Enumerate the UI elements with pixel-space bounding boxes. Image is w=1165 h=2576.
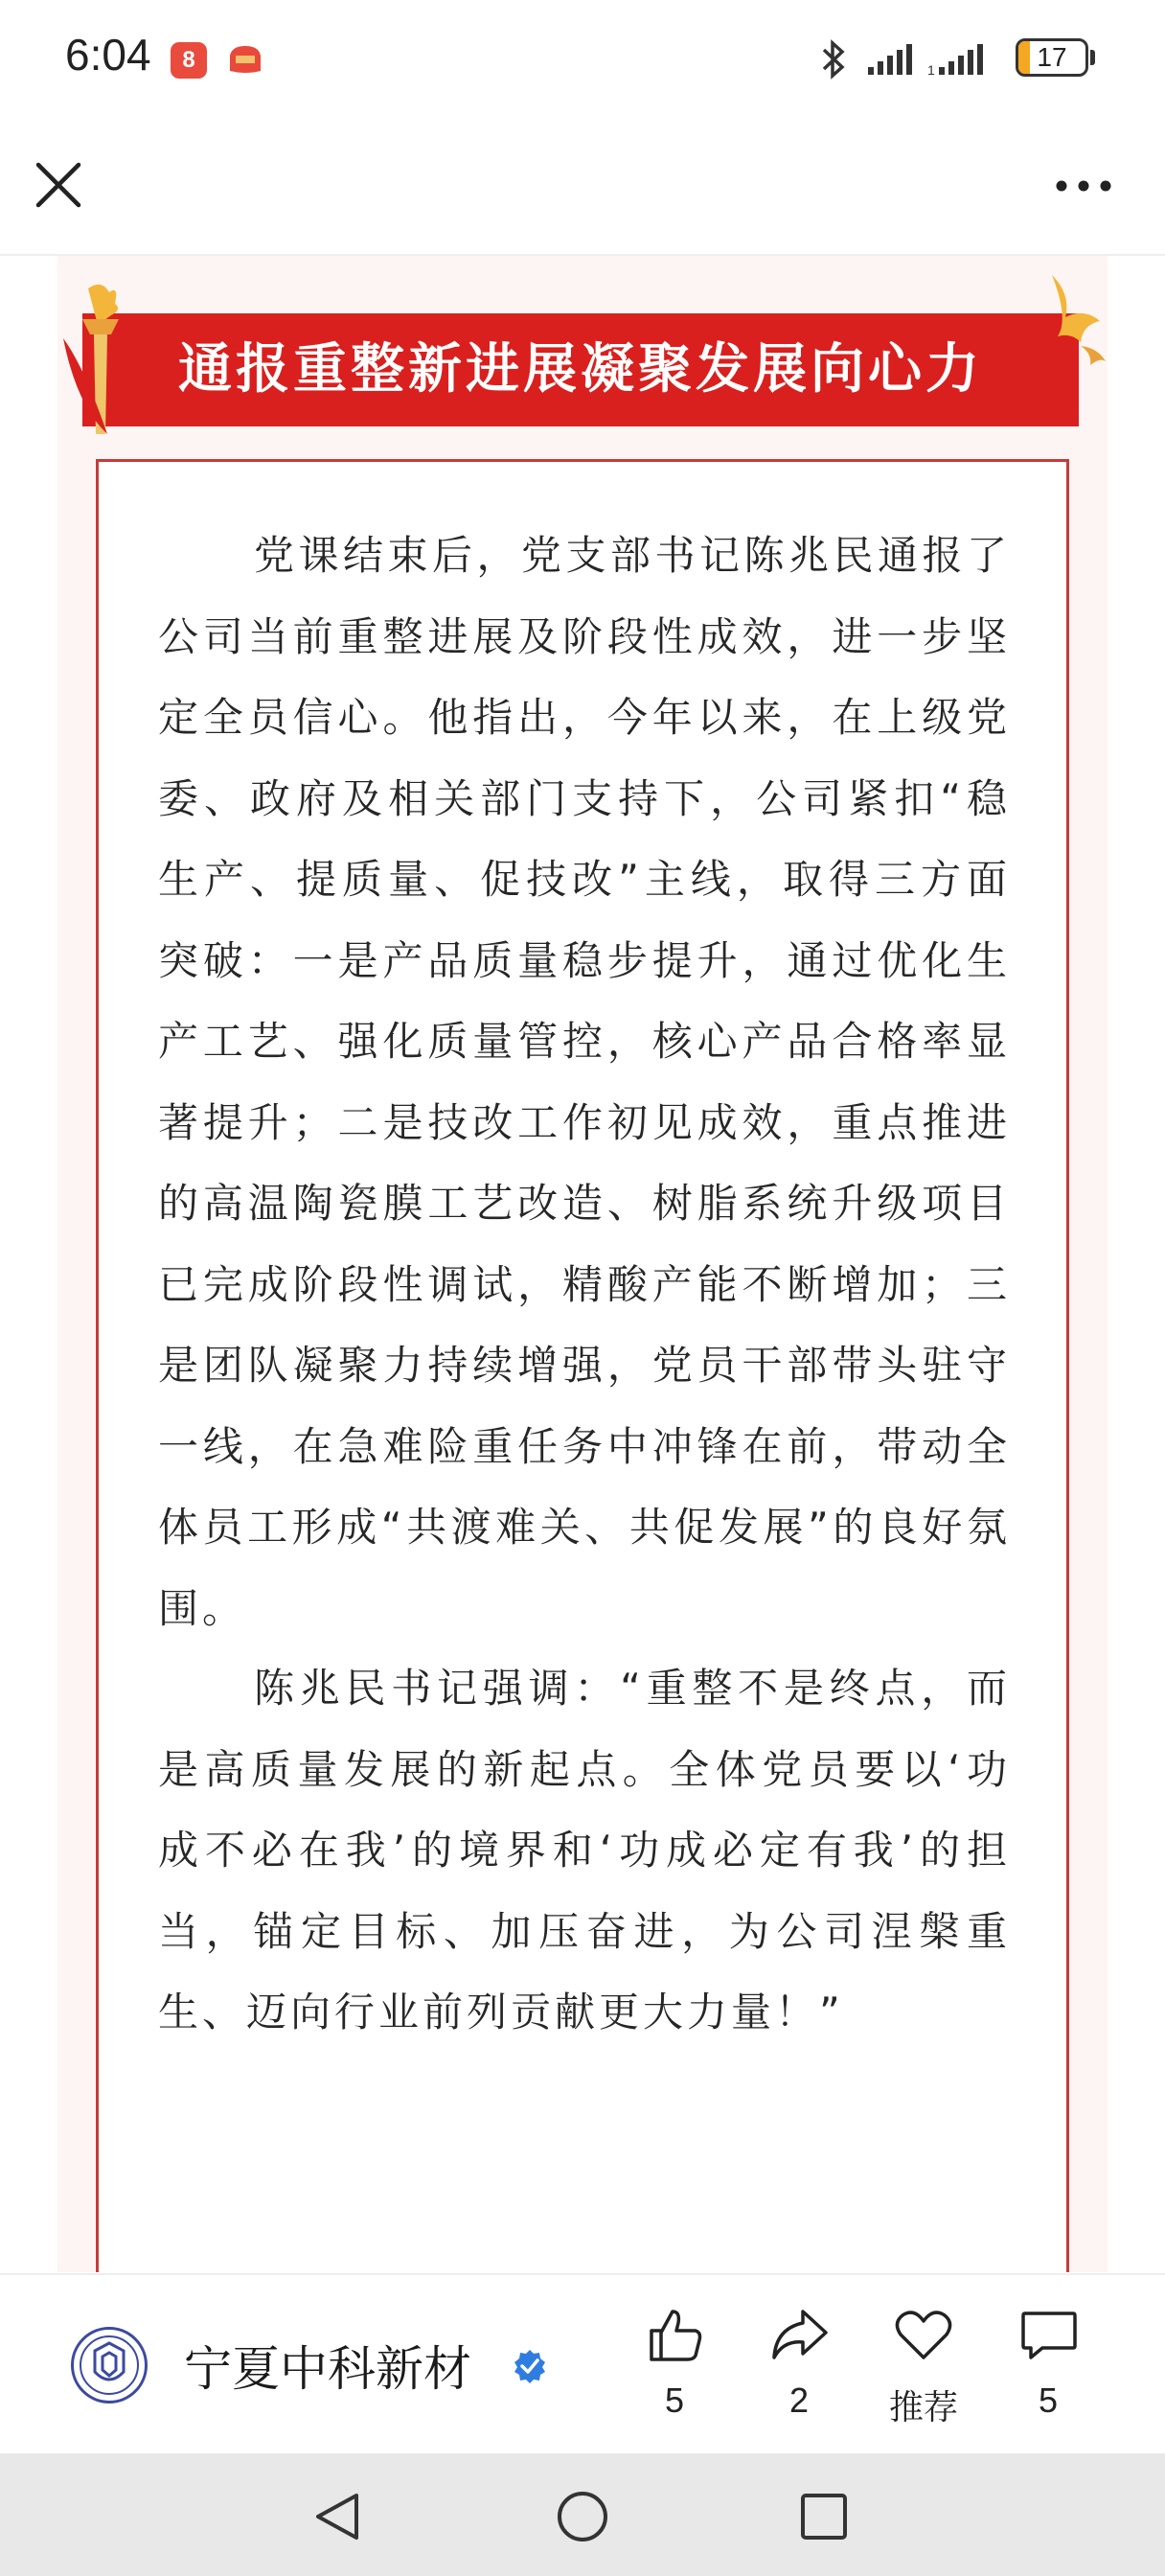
system-recent-apps-button[interactable] xyxy=(797,2490,851,2547)
article-paragraph-1: 党课结束后，党支部书记陈兆民通报了公司当前重整进展及阶段性成效，进一步坚定全员信心。他指出，今年以来，在上级党委、政府及相关部门支持下，公司紧扣“稳生产、提质量、促技改”主线，取得三方面突破：一是产品质量稳步提升，通过优化生产工艺、强化质量管控，核心产品合格率显著提升；二是技改工作初见成效，重点推进的高温陶瓷膜工艺改造、树脂系统升级项目已完成阶段性调试，精酸产能不断增加；三是团队凝聚力持续增强，党员干部带头驻守一线，在急难险重任务中冲锋在前，带动全体员工形成“共渡难关、共促发展”的良好氛围。 xyxy=(158,532,1011,1632)
heart-icon xyxy=(893,2304,954,2365)
system-back-button[interactable] xyxy=(308,2488,366,2549)
like-count: 5 xyxy=(664,2380,685,2420)
status-time: 6:04 xyxy=(65,30,151,80)
recommend-label: 推荐 xyxy=(888,2387,958,2426)
share-count: 2 xyxy=(788,2380,810,2420)
share-button[interactable] xyxy=(742,2304,857,2438)
svg-text:1: 1 xyxy=(927,62,935,77)
battery-icon xyxy=(1016,38,1088,77)
account-avatar[interactable] xyxy=(71,2327,148,2404)
article-text-box xyxy=(96,459,1069,2272)
close-button[interactable] xyxy=(29,155,88,215)
banner-title: 通报重整新进展凝聚发展向心力 xyxy=(178,338,983,401)
signal-strength-icon xyxy=(866,42,916,80)
close-icon xyxy=(29,155,88,215)
comment-button[interactable] xyxy=(991,2304,1106,2438)
system-navigation-bar xyxy=(0,2453,1165,2576)
account-logo-icon xyxy=(74,2330,145,2401)
battery-tip xyxy=(1090,50,1095,65)
article-content xyxy=(57,256,1108,2272)
dove-decoration-icon xyxy=(1042,265,1108,375)
system-home-button[interactable] xyxy=(554,2488,611,2549)
home-circle-icon xyxy=(554,2488,611,2545)
verified-badge-icon xyxy=(512,2348,548,2388)
torch-decoration-icon xyxy=(59,281,136,448)
top-nav xyxy=(0,115,1165,256)
notification-badge: 8 xyxy=(171,42,207,79)
recent-square-icon xyxy=(797,2490,851,2543)
back-triangle-icon xyxy=(308,2488,366,2545)
like-button[interactable] xyxy=(617,2304,732,2438)
account-name[interactable]: 宁夏中科新材 xyxy=(184,2341,471,2397)
section-banner xyxy=(82,313,1079,426)
thumbs-up-icon xyxy=(644,2304,705,2365)
comment-icon xyxy=(1017,2304,1079,2365)
status-bar xyxy=(0,0,1165,115)
comment-count: 5 xyxy=(1038,2380,1059,2420)
article-paragraph-2: 陈兆民书记强调：“重整不是终点，而是高质量发展的新起点。全体党员要以‘功成不必在我’的境界和‘功成必定有我’的担当，锚定目标、加压奋进，为公司涅槃重生、迈向行业前列贡献更大力量！” xyxy=(158,1665,1011,2036)
signal-strength-2-icon xyxy=(927,42,996,80)
more-dots-icon xyxy=(1050,157,1117,215)
app-notification-icon xyxy=(226,42,264,77)
more-button[interactable] xyxy=(1050,157,1117,215)
bluetooth-icon xyxy=(819,38,848,84)
recommend-button[interactable] xyxy=(866,2304,981,2438)
battery-level: 17 xyxy=(1037,42,1067,72)
share-icon xyxy=(768,2304,830,2365)
bottom-action-bar xyxy=(0,2273,1165,2455)
